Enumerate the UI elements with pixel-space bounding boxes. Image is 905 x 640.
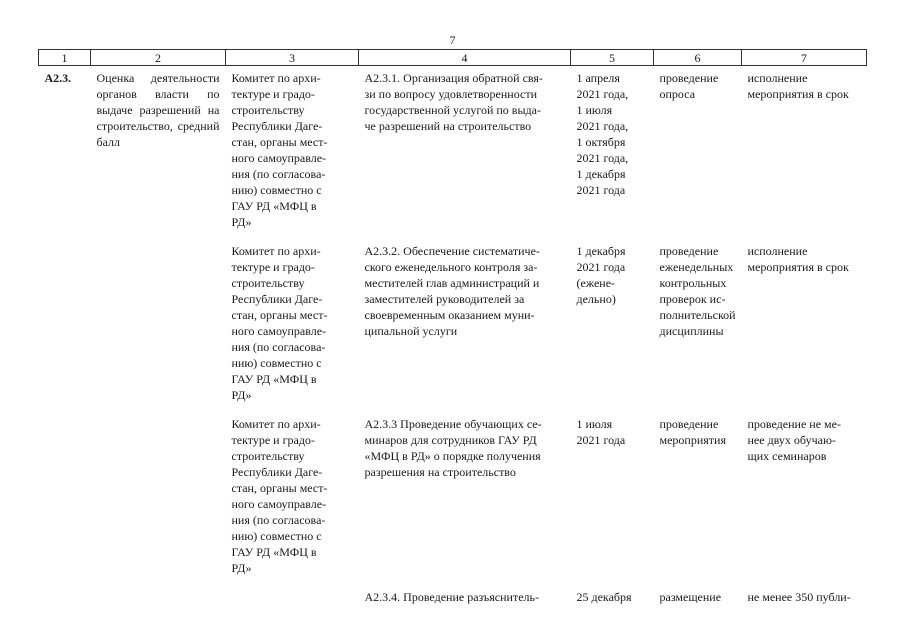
- column-header: 5: [571, 50, 654, 66]
- table-row: [39, 66, 867, 231]
- responsible-party: Комитет по архи- тектуре и градо- строительству Республики Даге- стан, органы мест- ного самоуправле- ния (по согласова- нию) совместно с ГАУ РД «МФЦ в РД»: [231, 71, 328, 229]
- indicator-value: не менее 350 публи-: [747, 590, 851, 604]
- indicator-value: исполнение мероприятия в срок: [747, 71, 849, 101]
- table-row: [39, 576, 867, 605]
- column-header: 3: [226, 50, 359, 66]
- measure-text: А2.3.4. Проведение разъяснитель-: [364, 590, 539, 604]
- indicator-value: исполнение мероприятия в срок: [747, 244, 849, 274]
- measure-text: А2.3.2. Обеспечение систематиче- ского еженедельного контроля за- местителей глав администраций и заместителей руководителей за своевременным оказанием муни- ципальной услуги: [364, 244, 540, 338]
- deadline: 25 декабря: [576, 590, 632, 604]
- column-number-row: [39, 50, 867, 66]
- item-code: [39, 403, 91, 576]
- indicator-name: [91, 403, 226, 576]
- action-plan-table: [38, 49, 867, 605]
- column-header: 2: [91, 50, 226, 66]
- item-code: [39, 230, 91, 403]
- indicator-name: [91, 576, 226, 605]
- deadline: 1 декабря 2021 года (ежене- дельно): [576, 244, 626, 306]
- result-text: проведение опроса: [659, 71, 719, 101]
- deadline: 1 апреля 2021 года, 1 июля 2021 года, 1 октября 2021 года, 1 декабря 2021 года: [576, 71, 629, 197]
- column-header: 6: [654, 50, 742, 66]
- responsible-party: Комитет по архи- тектуре и градо- строительству Республики Даге- стан, органы мест- ного самоуправле- ния (по согласова- нию) совместно с ГАУ РД «МФЦ в РД»: [231, 244, 328, 402]
- measure-text: А2.3.3 Проведение обучающих се- минаров для сотрудников ГАУ РД «МФЦ в РД» о порядке получения разрешения на строительство: [364, 417, 542, 479]
- column-header: 4: [359, 50, 571, 66]
- page-number: 7: [449, 33, 456, 47]
- indicator-name: [91, 230, 226, 403]
- deadline: 1 июля 2021 года: [576, 417, 626, 447]
- result-text: проведение мероприятия: [659, 417, 726, 447]
- item-code: [39, 576, 91, 605]
- measure-text: А2.3.1. Организация обратной свя- зи по вопросу удовлетворенности государственной услугой по выда- че разрешений на строительство: [364, 71, 543, 133]
- indicator-value: проведение не ме- нее двух обучаю- щих семинаров: [747, 417, 841, 463]
- responsible-party: Комитет по архи- тектуре и градо- строительству Республики Даге- стан, органы мест- ного самоуправле- ния (по согласова- нию) совместно с ГАУ РД «МФЦ в РД»: [231, 417, 328, 575]
- column-header: 1: [39, 50, 91, 66]
- table-row: [39, 403, 867, 576]
- result-text: проведение еженедельных контрольных проверок ис- полнительской дисциплины: [659, 244, 736, 338]
- table-row: [39, 230, 867, 403]
- column-header: 7: [742, 50, 867, 66]
- responsible-party: [226, 576, 359, 605]
- item-code: А2.3.: [44, 71, 72, 85]
- indicator-name: Оценка деятельности органов власти по выдаче разрешений на строительство, средний балл: [96, 71, 220, 149]
- result-text: размещение: [659, 590, 722, 604]
